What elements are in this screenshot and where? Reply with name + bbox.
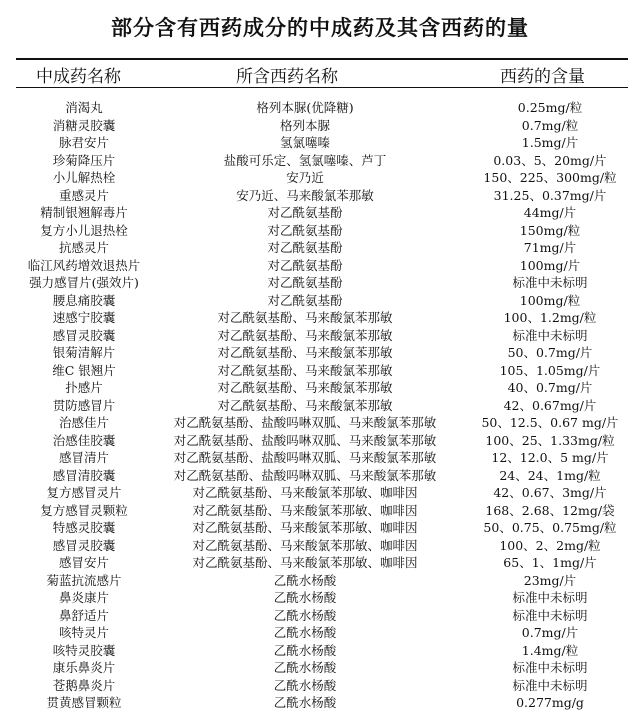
cell-content-amount: 标准中未标明 — [512, 275, 588, 290]
cell-content-amount: 100、1.2mg/粒 — [503, 310, 597, 325]
cell-western-ingredient: 安乃近 — [286, 170, 324, 185]
cell-western-ingredient: 乙酰水杨酸 — [273, 607, 337, 623]
cell-western-ingredient: 安乃近、马来酸氯苯那敏 — [236, 187, 374, 203]
cell-medicine-name: 消渴丸 — [65, 100, 103, 115]
table-row — [0, 257, 640, 275]
cell-medicine-name: 临江风药增效退热片 — [27, 257, 141, 273]
cell-content-amount: 42、0.67、3mg/片 — [493, 485, 607, 500]
table-row — [0, 467, 640, 485]
table-row — [0, 624, 640, 642]
cell-medicine-name: 感冒清片 — [58, 450, 109, 465]
cell-content-amount: 0.7mg/粒 — [521, 117, 579, 133]
cell-content-amount: 31.25、0.37mg/片 — [493, 187, 607, 203]
cell-western-ingredient: 格列本脲 — [279, 117, 330, 133]
cell-medicine-name: 重感灵片 — [58, 187, 109, 203]
table-row — [0, 99, 640, 117]
table-row — [0, 432, 640, 450]
cell-western-ingredient: 对乙酰氨基酚、马来酸氯苯那敏、咖啡因 — [192, 502, 418, 518]
cell-medicine-name: 精制银翘解毒片 — [40, 205, 128, 220]
cell-medicine-name: 特感灵胶囊 — [52, 520, 116, 535]
table-row — [0, 607, 640, 625]
table-row — [0, 379, 640, 397]
table-row — [0, 169, 640, 187]
cell-content-amount: 150mg/粒 — [519, 222, 581, 238]
table-row — [0, 152, 640, 170]
cell-western-ingredient: 氢氯噻嗪 — [279, 135, 330, 150]
cell-medicine-name: 感冒灵胶囊 — [52, 327, 116, 343]
table-row — [0, 344, 640, 362]
cell-medicine-name: 贯防感冒片 — [52, 397, 116, 413]
cell-content-amount: 标准中未标明 — [512, 660, 588, 675]
cell-content-amount: 40、0.7mg/片 — [507, 380, 593, 395]
table-row — [0, 449, 640, 467]
cell-western-ingredient: 对乙酰氨基酚 — [267, 292, 343, 308]
cell-content-amount: 100、2、2mg/粒 — [499, 537, 601, 553]
cell-content-amount: 1.4mg/粒 — [521, 642, 579, 658]
cell-medicine-name: 脉君安片 — [58, 135, 109, 150]
cell-western-ingredient: 对乙酰氨基酚、马来酸氯苯那敏 — [217, 310, 393, 325]
table-row — [0, 117, 640, 135]
cell-content-amount: 24、24、1mg/粒 — [499, 467, 601, 483]
cell-western-ingredient: 对乙酰氨基酚、马来酸氯苯那敏 — [217, 362, 393, 378]
cell-medicine-name: 苍鹅鼻炎片 — [52, 677, 116, 693]
cell-medicine-name: 速感宁胶囊 — [52, 310, 116, 325]
cell-content-amount: 标准中未标明 — [512, 327, 588, 343]
cell-medicine-name: 银菊清解片 — [52, 345, 116, 360]
cell-content-amount: 100mg/片 — [519, 257, 581, 273]
cell-western-ingredient: 对乙酰氨基酚、盐酸吗啉双胍、马来酸氯苯那敏 — [173, 432, 437, 448]
cell-content-amount: 44mg/片 — [523, 205, 577, 220]
cell-western-ingredient: 对乙酰氨基酚、盐酸吗啉双胍、马来酸氯苯那敏 — [173, 450, 437, 465]
cell-content-amount: 0.03、5、20mg/片 — [493, 152, 607, 168]
cell-medicine-name: 复方感冒灵颗粒 — [40, 502, 128, 518]
cell-content-amount: 105、1.05mg/片 — [499, 362, 601, 378]
table-row — [0, 484, 640, 502]
cell-content-amount: 100、25、1.33mg/粒 — [485, 432, 615, 448]
table-row — [0, 589, 640, 607]
cell-medicine-name: 抗感灵片 — [58, 240, 109, 255]
cell-western-ingredient: 对乙酰氨基酚 — [267, 275, 343, 290]
cell-medicine-name: 感冒安片 — [58, 555, 109, 570]
table-row — [0, 222, 640, 240]
table-row — [0, 239, 640, 257]
cell-medicine-name: 强力感冒片(强效片) — [29, 275, 139, 290]
table-header-rule — [16, 87, 628, 88]
cell-content-amount: 标准中未标明 — [512, 677, 588, 693]
cell-western-ingredient: 对乙酰氨基酚、盐酸吗啉双胍、马来酸氯苯那敏 — [173, 415, 437, 430]
table-row — [0, 292, 640, 310]
cell-medicine-name: 治感佳片 — [58, 415, 109, 430]
cell-western-ingredient: 乙酰水杨酸 — [273, 642, 337, 658]
cell-western-ingredient: 对乙酰氨基酚、马来酸氯苯那敏、咖啡因 — [192, 555, 418, 570]
cell-western-ingredient: 对乙酰氨基酚 — [267, 222, 343, 238]
cell-medicine-name: 咳特灵胶囊 — [52, 642, 116, 658]
table-row — [0, 414, 640, 432]
cell-medicine-name: 感冒清胶囊 — [52, 467, 116, 483]
table-row — [0, 187, 640, 205]
cell-medicine-name: 咳特灵片 — [58, 625, 109, 640]
cell-western-ingredient: 对乙酰氨基酚、马来酸氯苯那敏、咖啡因 — [192, 537, 418, 553]
table-row — [0, 274, 640, 292]
cell-content-amount: 0.7mg/片 — [521, 625, 579, 640]
cell-western-ingredient: 对乙酰氨基酚、马来酸氯苯那敏 — [217, 380, 393, 395]
cell-medicine-name: 维C 银翘片 — [52, 362, 116, 378]
table-top-rule — [16, 58, 628, 60]
cell-western-ingredient: 乙酰水杨酸 — [273, 625, 337, 640]
cell-western-ingredient: 格列本脲(优降糖) — [256, 100, 354, 115]
cell-western-ingredient: 对乙酰氨基酚、盐酸吗啉双胍、马来酸氯苯那敏 — [173, 467, 437, 483]
cell-medicine-name: 治感佳胶囊 — [52, 432, 116, 448]
cell-content-amount: 150、225、300mg/粒 — [483, 170, 617, 185]
cell-content-amount: 12、12.0、5 mg/片 — [491, 450, 609, 465]
table-row — [0, 677, 640, 695]
cell-content-amount: 168、2.68、12mg/袋 — [485, 502, 615, 518]
table-row — [0, 519, 640, 537]
cell-content-amount: 0.25mg/粒 — [517, 100, 583, 115]
table-row — [0, 134, 640, 152]
cell-western-ingredient: 对乙酰氨基酚、马来酸氯苯那敏 — [217, 397, 393, 413]
cell-western-ingredient: 对乙酰氨基酚、马来酸氯苯那敏 — [217, 327, 393, 343]
cell-western-ingredient: 对乙酰氨基酚、马来酸氯苯那敏、咖啡因 — [192, 485, 418, 500]
cell-medicine-name: 鼻舒适片 — [58, 607, 109, 623]
table-row — [0, 397, 640, 415]
table-row — [0, 554, 640, 572]
page-title: 部分含有西药成分的中成药及其含西药的量 — [111, 15, 529, 40]
table-row — [0, 572, 640, 590]
cell-western-ingredient: 盐酸可乐定、氢氯噻嗪、芦丁 — [223, 152, 387, 168]
cell-medicine-name: 感冒灵胶囊 — [52, 537, 116, 553]
cell-western-ingredient: 对乙酰氨基酚 — [267, 240, 343, 255]
header-medicine-name: 中成药名称 — [36, 67, 121, 87]
cell-medicine-name: 消糖灵胶囊 — [52, 117, 116, 133]
cell-western-ingredient: 乙酰水杨酸 — [273, 590, 337, 605]
cell-content-amount: 42、0.67mg/片 — [503, 397, 597, 413]
table-row — [0, 362, 640, 380]
cell-medicine-name: 鼻炎康片 — [58, 590, 109, 605]
table-row — [0, 502, 640, 520]
cell-western-ingredient: 乙酰水杨酸 — [273, 572, 337, 588]
table-row — [0, 694, 640, 712]
cell-western-ingredient: 对乙酰氨基酚 — [267, 205, 343, 220]
table-row — [0, 537, 640, 555]
cell-content-amount: 23mg/片 — [523, 572, 577, 588]
cell-content-amount: 50、0.75、0.75mg/粒 — [483, 520, 617, 535]
cell-medicine-name: 菊蓝抗流感片 — [46, 572, 122, 588]
cell-western-ingredient: 对乙酰氨基酚 — [267, 257, 343, 273]
table-body — [0, 99, 640, 712]
cell-content-amount: 71mg/片 — [523, 240, 577, 255]
cell-content-amount: 65、1、1mg/片 — [503, 555, 597, 570]
cell-content-amount: 1.5mg/片 — [521, 135, 579, 150]
table-row — [0, 204, 640, 222]
cell-medicine-name: 腰息痛胶囊 — [52, 292, 116, 308]
table-row — [0, 327, 640, 345]
table-row — [0, 642, 640, 660]
cell-medicine-name: 小儿解热栓 — [52, 170, 116, 185]
cell-content-amount: 0.277mg/g — [516, 695, 584, 710]
cell-medicine-name: 康乐鼻炎片 — [52, 660, 116, 675]
table-row — [0, 309, 640, 327]
cell-medicine-name: 复方感冒灵片 — [46, 485, 122, 500]
cell-content-amount: 50、12.5、0.67 mg/片 — [481, 415, 619, 430]
cell-western-ingredient: 对乙酰氨基酚、马来酸氯苯那敏、咖啡因 — [192, 520, 418, 535]
cell-western-ingredient: 乙酰水杨酸 — [273, 695, 337, 710]
table-row — [0, 659, 640, 677]
cell-content-amount: 标准中未标明 — [512, 607, 588, 623]
cell-medicine-name: 贯黄感冒颗粒 — [46, 695, 122, 710]
cell-western-ingredient: 乙酰水杨酸 — [273, 660, 337, 675]
cell-medicine-name: 珍菊降压片 — [52, 152, 116, 168]
header-western-ingredient: 所含西药名称 — [236, 67, 338, 87]
cell-medicine-name: 复方小儿退热栓 — [40, 222, 128, 238]
cell-content-amount: 50、0.7mg/片 — [507, 345, 593, 360]
cell-content-amount: 标准中未标明 — [512, 590, 588, 605]
cell-western-ingredient: 乙酰水杨酸 — [273, 677, 337, 693]
header-content-amount: 西药的含量 — [500, 67, 585, 87]
cell-western-ingredient: 对乙酰氨基酚、马来酸氯苯那敏 — [217, 345, 393, 360]
cell-content-amount: 100mg/粒 — [519, 292, 581, 308]
cell-medicine-name: 扑感片 — [65, 380, 103, 395]
